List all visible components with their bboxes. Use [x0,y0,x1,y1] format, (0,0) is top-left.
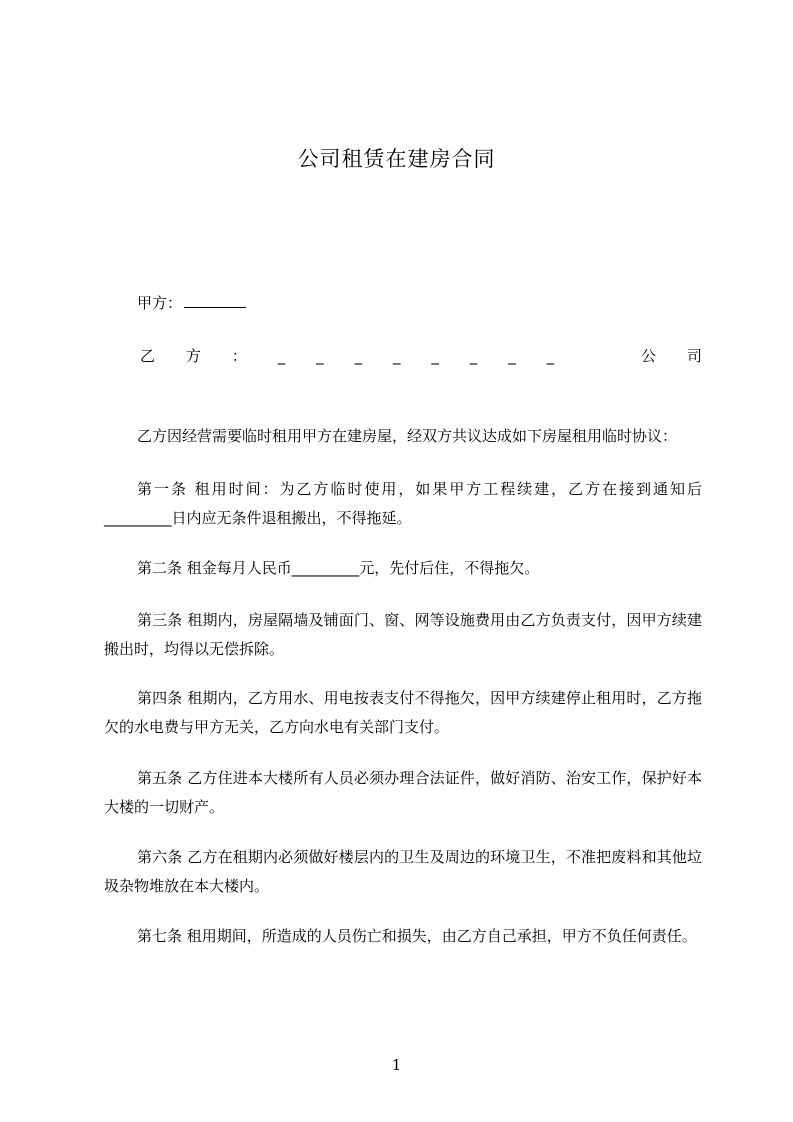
clause-paragraph: 第四条 租期内，乙方用水、用电按表支付不得拖欠，因甲方续建停止租用时，乙方拖欠的水电费与甲方无关，乙方向水电有关部门支付。 [104,689,702,736]
party-b-token: _ [469,347,478,365]
party-b-token: _ [354,347,363,365]
party-b-token: 乙 [140,347,156,365]
party-b-token: _ [392,347,401,365]
intro-paragraph: 乙方因经营需要临时租用甲方在建房屋，经双方共议达成如下房屋租用临时协议： [137,427,678,445]
party-b-line [140,345,702,366]
party-b-token: 公 [641,347,657,365]
party-a-label: 甲方： [137,294,183,312]
page-number: 1 [391,1056,402,1074]
party-b-token: _ [431,347,439,365]
clause-paragraph: 第七条 租用期间，所造成的人员伤亡和损失，由乙方自己承担，甲方不负任何责任。 [137,927,697,945]
clause-paragraph: 第三条 租期内，房屋隔墙及铺面门、窗、网等设施费用由乙方负责支付，因甲方续建搬出时，均得以无偿拆除。 [104,611,702,658]
party-b-token: _ [316,347,324,365]
document-title: 公司租赁在建房合同 [297,147,496,171]
party-b-token: ： [231,347,247,365]
clause-paragraph: 第六条 乙方在租期内必须做好楼层内的卫生及周边的环境卫生，不准把废料和其他垃圾杂物堆放在本大楼内。 [104,848,702,895]
party-b-token: 司 [686,347,702,365]
clause-paragraph: 第二条 租金每月人民币_________元，先付后住，不得拖欠。 [137,559,540,577]
party-b-token: _ [508,347,516,365]
party-b-token: 方 [185,347,201,365]
party-b-token: _ [546,347,555,365]
party-b-token: _ [277,347,286,365]
party-a-line [137,292,246,313]
clause-paragraph: 第一条 租用时间：为乙方临时使用，如果甲方工程续建，乙方在接到通知后_________日内应无条件退租搬出，不得拖延。 [104,480,702,527]
clause-paragraph: 第五条 乙方住进本大楼所有人员必须办理合法证件，做好消防、治安工作，保护好本大楼的一切财产。 [104,769,702,816]
party-a-blank [184,306,246,308]
